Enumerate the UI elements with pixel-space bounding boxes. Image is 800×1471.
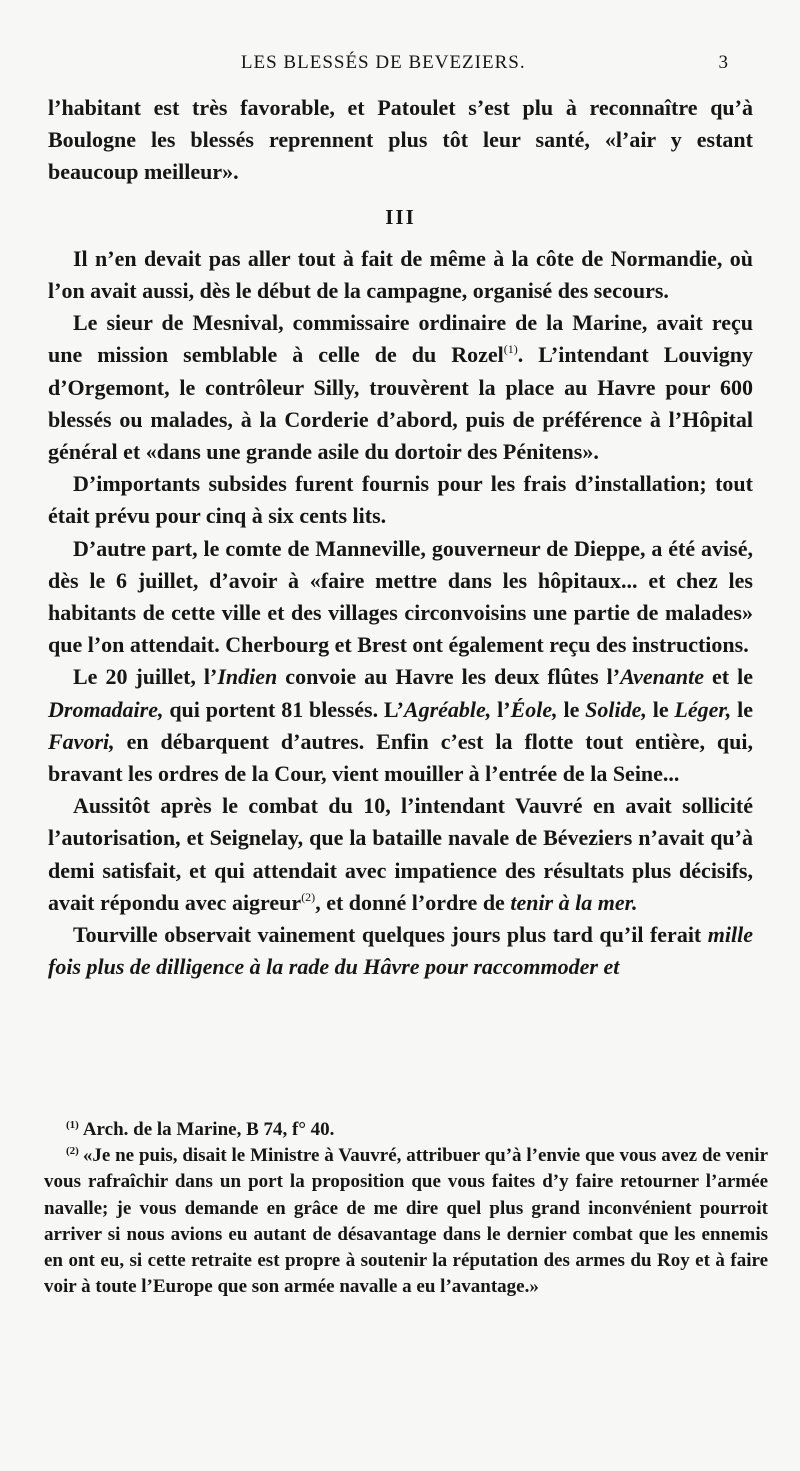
italic-phrase: tenir à la mer. bbox=[510, 889, 638, 915]
text-run: , et donné l’ordre de bbox=[315, 889, 511, 915]
ship-name: Dromadaire, bbox=[48, 696, 164, 722]
body-text bbox=[48, 92, 753, 983]
running-title: LES BLESSÉS DE BEVEZIERS. bbox=[240, 52, 526, 73]
text-run: Le sieur de Mesnival, commissaire ordinaire de la Marine, avait reçu une mission semblable à celle de du Rozel bbox=[48, 310, 753, 368]
text-run: le bbox=[731, 696, 753, 722]
footnote bbox=[44, 1143, 768, 1300]
paragraph bbox=[48, 919, 753, 983]
italic-phrase: mille fois plus de dilligence à la rade du Hâvre pour raccommoder et bbox=[48, 922, 753, 980]
section-number: III bbox=[385, 204, 416, 229]
text-run: . L’intendant Louvigny d’Orgemont, le contrôleur Silly, trouvèrent la place au Havre pour 600 blessés ou malades, à la Corderie d’abord, puis de préférence à l’Hôpital général et «dans une grande asile du dortoir des Pénitens». bbox=[48, 342, 753, 465]
text-run: le bbox=[646, 696, 675, 722]
paragraph bbox=[48, 790, 753, 919]
ship-name: Éole, bbox=[510, 696, 558, 722]
footnote-mark: (2) bbox=[66, 1145, 79, 1158]
footnote-text: «Je ne puis, disait le Ministre à Vauvré, attribuer qu’à l’envie que vous avez de venir vous rafraîchir dans un port la proposition que vous faites d’y faire retourner l’armée navalle; je vous demande en grâce de me dire quel plus grand inconvénient pourroit arriver si nous avions eu autant de désavantage dans le dernier combat que les ennemis en ont eu, si cette retraite est propre à soutenir la réputation des armes du Roy et à faire voir à toute l’Europe que son armée navalle a eu l’avantage.» bbox=[44, 1145, 768, 1298]
ship-name: Avenante bbox=[620, 664, 705, 690]
footnote-text: Arch. de la Marine, B 74, f° 40. bbox=[82, 1119, 335, 1140]
text-run: et le bbox=[704, 664, 754, 690]
footnote-reference: (2) bbox=[301, 889, 316, 904]
page-number: 3 bbox=[718, 52, 728, 73]
ship-name: Solide, bbox=[585, 696, 647, 722]
footnote-reference: (1) bbox=[503, 342, 518, 357]
paragraph bbox=[48, 307, 753, 468]
footnote bbox=[44, 1117, 768, 1143]
paragraph: D’autre part, le comte de Manneville, gouverneur de Dieppe, a été avisé, dès le 6 juillet, d’avoir à «faire mettre dans les hôpitaux... et chez les habitants de cette ville et des villages circonvoisins une partie de malades» que l’on attendait. Cherbourg et Brest ont également reçu des instructions. bbox=[48, 535, 753, 658]
paragraph: l’habitant est très favorable, et Patoulet s’est plu à reconnaître qu’à Boulogne les blessés reprennent plus tôt leur santé, «l’air y estant beaucoup meilleur». bbox=[48, 95, 753, 185]
text-run: Le 20 juillet, l’ bbox=[73, 664, 218, 690]
text-run: l’ bbox=[491, 696, 511, 722]
footnotes bbox=[44, 1117, 768, 1300]
text-run: Aussitôt après le combat du 10, l’intendant Vauvré en avait sollicité l’autorisation, et Seignelay, que la bataille navale de Béveziers n’avait qu’à demi satisfait, et qui attendait avec impatience des résultats plus décisifs, avait répondu avec aigreur bbox=[48, 793, 753, 915]
footnote-mark: (1) bbox=[66, 1119, 79, 1131]
paragraph bbox=[48, 661, 753, 790]
paragraph: Il n’en devait pas aller tout à fait de même à la côte de Normandie, où l’on avait aussi, dès le début de la campagne, organisé des secours. bbox=[48, 245, 753, 304]
paragraph: D’importants subsides furent fournis pour les frais d’installation; tout était prévu pour cinq à six cents lits. bbox=[48, 471, 753, 529]
page-header bbox=[48, 52, 728, 82]
ship-name: Favori, bbox=[48, 728, 115, 754]
text-run: convoie au Havre les deux flûtes l’ bbox=[277, 664, 621, 690]
ship-name: Léger, bbox=[674, 696, 732, 722]
text-run: le bbox=[557, 696, 586, 722]
ship-name: Agréable, bbox=[403, 696, 492, 722]
ship-name: Indien bbox=[217, 664, 278, 690]
text-run: en débarquent d’autres. Enfin c’est la flotte tout entière, qui, bravant les ordres de la Cour, vient mouiller à l’entrée de la Seine... bbox=[48, 728, 753, 787]
text-run: qui portent 81 blessés. L’ bbox=[163, 696, 404, 722]
text-run: Tourville observait vainement quelques jours plus tard qu’il ferait bbox=[73, 922, 708, 948]
